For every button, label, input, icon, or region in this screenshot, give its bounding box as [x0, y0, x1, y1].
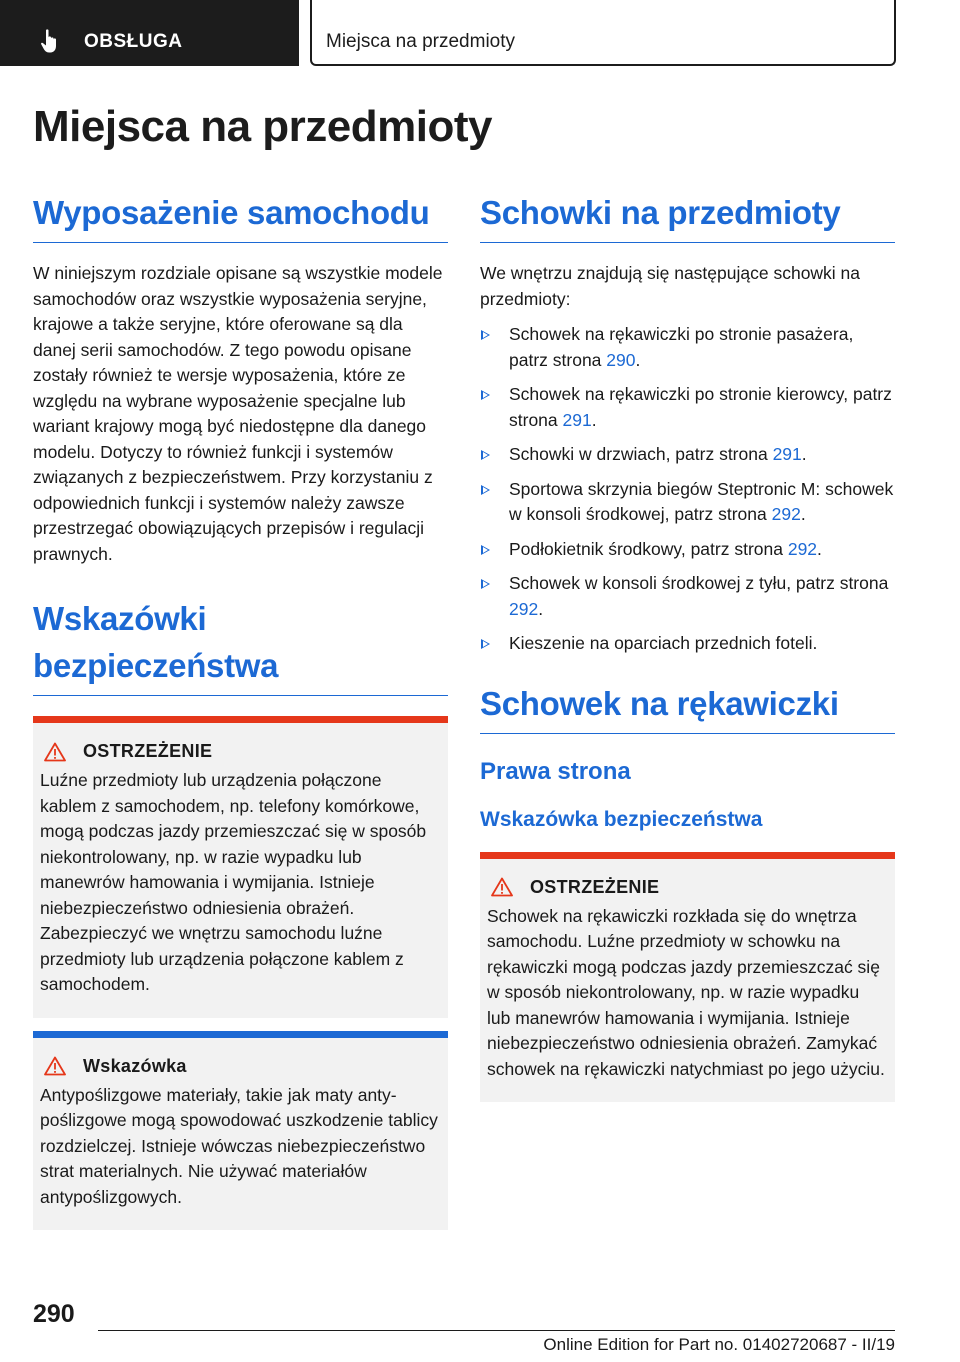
footer-divider — [98, 1330, 895, 1331]
bullet-arrow-icon — [481, 639, 490, 649]
warning-triangle-icon — [44, 742, 66, 762]
bullet-arrow-icon — [481, 579, 490, 589]
glovebox-heading: Schowek na rękawiczki — [480, 681, 895, 734]
glovebox-safety-heading: Wskazówka bezpieczeństwa — [480, 807, 763, 831]
warning-box — [33, 716, 448, 1018]
notice-text: Antypoślizgowe materiały, takie jak maty antypoślizgowe mogą spowodować uszkodzenie tablicy rozdzielczej. Istnieje wówczas niebezpieczeństwo strat materialnych. Nie używać materiałów antypoślizgowych. — [40, 1084, 438, 1207]
warning-title: OSTRZEŻENIE — [83, 741, 213, 761]
list-item: Sportowa skrzynia biegów Steptronic M: schowek w konsoli środkowej, patrz strona 292. — [480, 477, 895, 528]
bullet-arrow-icon — [481, 545, 490, 555]
glovebox-subheading: Prawa strona — [480, 757, 631, 785]
bullet-arrow-icon — [481, 450, 490, 460]
bullet-arrow-icon — [481, 485, 490, 495]
right-column — [480, 190, 895, 1102]
glovebox-warning-text: Schowek na rękawiczki rozkłada się do wnętrza samochodu. Luźne przedmioty w schowku na rękawiczki mogą podczas jazdy przemieszczać się w sposób niekontrolowany, np. w razie wypadku lub manewrów hamowania i wymijania. Istnieje niebezpieczeństwo odniesienia obrażeń. Zamykać schowek na rękawiczki natychmiast po jego użyciu. — [487, 905, 885, 1079]
warning-triangle-icon — [491, 877, 513, 897]
header-section-tab — [0, 0, 299, 66]
list-item: Schowek na rękawiczki po stronie pasażera, patrz strona 290. — [480, 322, 895, 373]
equipment-heading: Wyposażenie samochodu — [33, 190, 448, 243]
list-item: Schowki w drzwiach, patrz strona 291. — [480, 442, 895, 468]
page-title: Miejsca na przedmioty — [33, 102, 492, 151]
hand-pointer-icon — [40, 28, 62, 54]
compartments-list — [480, 322, 895, 657]
list-item: Podłokietnik środkowy, patrz strona 292. — [480, 537, 895, 563]
page-link[interactable]: 292 — [787, 538, 818, 559]
bullet-arrow-icon — [481, 330, 490, 340]
glovebox-warning-box — [480, 852, 895, 1103]
bullet-arrow-icon — [481, 390, 490, 400]
header-topic-tab — [310, 0, 896, 66]
header-section-label: OBSŁUGA — [84, 31, 183, 52]
equipment-text: W niniejszym rozdziale opisane są wszystkie modele samochodów oraz wszystkie wyposażenia seryjne, krajowe a także seryjne, które oferowane są dla danej serii samochodów. Z tego powodu opisane zostały również te wersje wyposażenia, które ze względu na wybrane wyposażenie specjalne lub wariant krajowy mogą być niedostępne dla danego modelu. Dotyczy to również funkcji i systemów związanych z bezpieczeństwem. Przy korzystaniu z odpowiednich funkcji i systemów należy zawsze przestrzegać obowiązujących przepisów i regulacji prawnych. — [33, 263, 443, 564]
list-item: Schowek na rękawiczki po stronie kierowcy, patrz strona 291. — [480, 382, 895, 433]
footer-edition: Online Edition for Part no. 01402720687 - II/19 — [543, 1335, 895, 1354]
notice-title: Wskazówka — [83, 1055, 187, 1076]
list-item: Kieszenie na oparciach przednich foteli. — [480, 631, 895, 657]
page-link[interactable]: 292 — [771, 504, 801, 524]
page-link[interactable]: 291 — [772, 444, 802, 464]
safety-heading: Wskazówki bezpieczeństwa — [33, 595, 448, 696]
warning-text: Luźne przedmioty lub urządzenia połączone kablem z samochodem, np. telefony komórkowe, mogą podczas jazdy przemieszczać się w sposób niekontrolowany, np. w razie wypadku lub manewrów hamowania i wymijania. Istnieje niebezpieczeństwo odniesienia obrażeń. Zabezpieczyć we wnętrzu samochodu luźne przedmioty lub urządzenia połączone kablem z samochodem. — [40, 770, 427, 994]
page-link[interactable]: 292 — [509, 598, 539, 619]
list-item: Schowek w konsoli środkowej z tyłu, patrz strona 292. — [480, 571, 895, 622]
caution-triangle-icon — [44, 1056, 66, 1076]
left-column — [33, 190, 448, 1230]
page-link[interactable]: 290 — [606, 349, 636, 370]
glovebox-warning-title: OSTRZEŻENIE — [530, 876, 660, 897]
header-topic-label: Miejsca na przedmioty — [326, 31, 516, 52]
page-number: 290 — [33, 1300, 75, 1328]
notice-box — [33, 1031, 448, 1231]
page-link[interactable]: 291 — [562, 409, 592, 430]
compartments-intro: We wnętrzu znajdują się następujące schowki na przedmioty: — [480, 263, 861, 309]
compartments-heading: Schowki na przedmioty — [480, 190, 895, 243]
